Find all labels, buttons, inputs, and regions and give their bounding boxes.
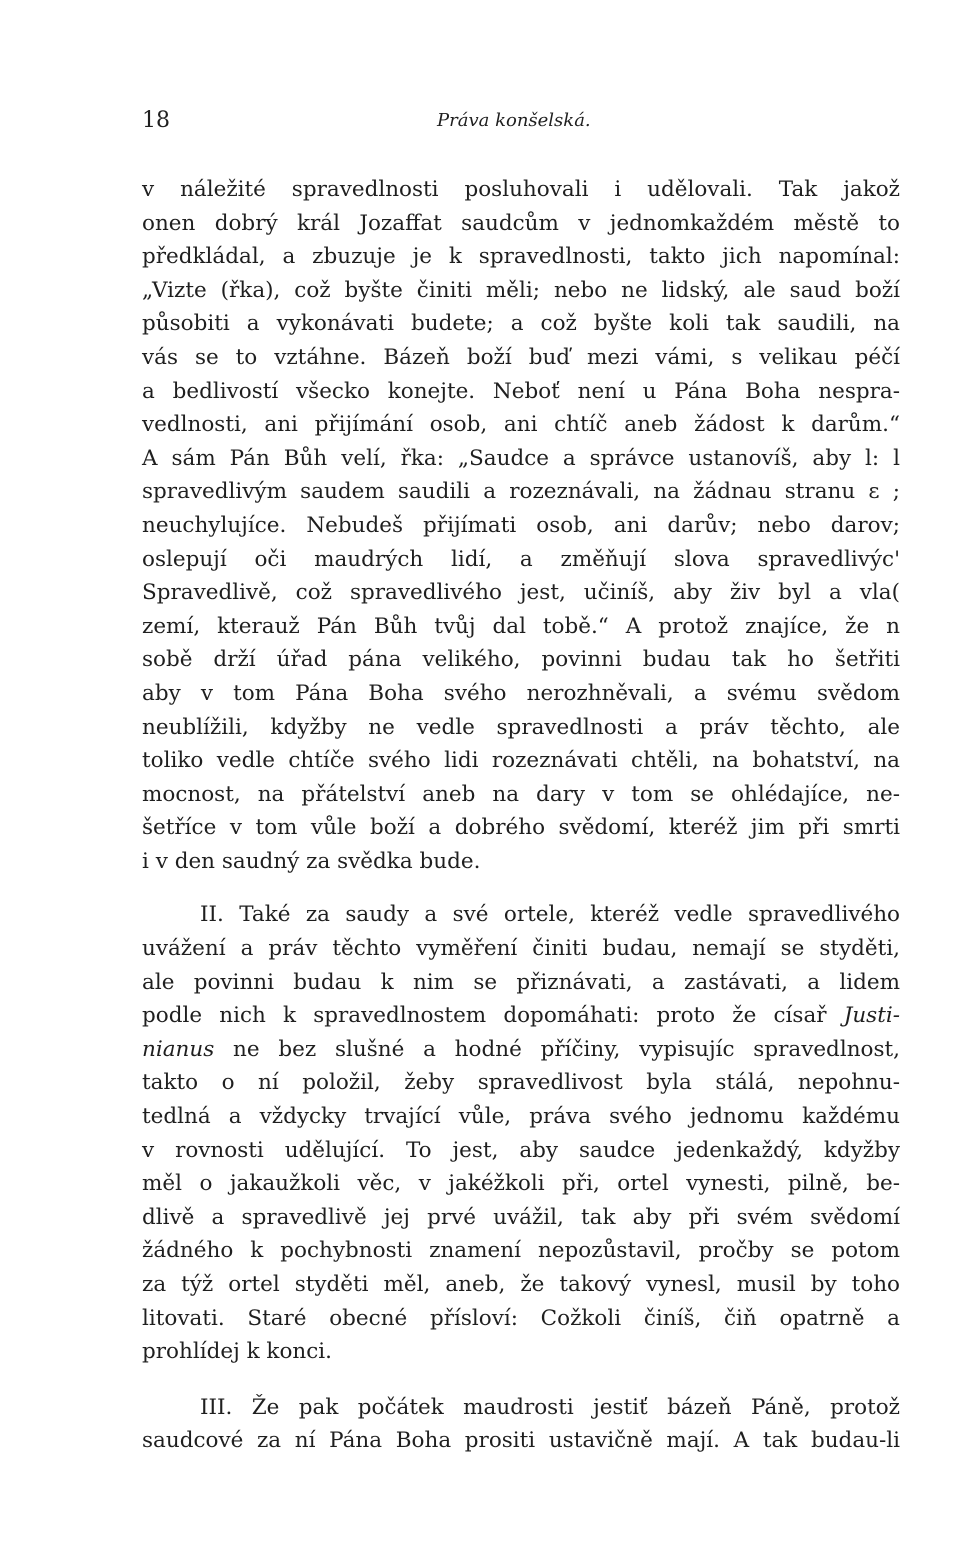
text-line: v náležité spravedlnosti posluhovali i udělovali. Tak jakož <box>142 177 900 202</box>
italic-name: Justi- <box>843 1003 900 1029</box>
running-head: Práva konšelská. <box>437 110 591 131</box>
text-line: oslepují oči maudrých lidí, a změňují slova spravedlivýc' <box>142 546 900 572</box>
text-line <box>142 1033 900 1067</box>
text-line: tedlná a vždycky trvající vůle, práva svého jednomu každému <box>142 1104 900 1130</box>
text-line <box>142 999 900 1033</box>
text-line: žádného k pochybnosti znamení nepozůstavil, pročby se potom <box>142 1238 900 1264</box>
text-line: takto o ní položil, žeby spravedlivost byla stálá, nepohnu- <box>142 1070 900 1096</box>
text-line: působiti a vykonávati budete; a což byšte koli tak saudili, na <box>142 311 900 337</box>
paragraph-gap <box>142 1369 900 1391</box>
text-line: a bedlivostí všecko konejte. Neboť není u Pána Boha nespra- <box>142 378 900 404</box>
text-line: A sám Pán Bůh velí, řka: „Saudce a správce ustanovíš, aby l: l <box>142 445 900 471</box>
text-line: saudcové za ní Pána Boha prositi ustavičně mají. A tak budau-li <box>142 1428 900 1454</box>
text-line: toliko vedle chtíče svého lidi rozeznávati chtěli, na bohatství, na <box>142 748 900 774</box>
text-line: ale povinni budau k nim se přiznávati, a zastávati, a lidem <box>142 969 900 995</box>
text-line: šetříce v tom vůle boží a dobrého svědomí, kteréž jim při smrti <box>142 815 900 841</box>
page-header <box>142 106 900 140</box>
text-line: zemí, kterauž Pán Bůh tvůj dal tobě.“ A protož znajíce, že n <box>142 613 900 639</box>
text-line: i v den saudný za svědka bude. <box>142 848 481 874</box>
text-line: v rovnosti udělující. To jest, aby saudce jedenkaždý, kdyžby <box>142 1137 900 1163</box>
italic-name: nianus <box>142 1036 215 1062</box>
text-line: sobě drží úřad pána velikého, povinni budau tak ho šetřiti <box>142 647 900 673</box>
page-number: 18 <box>142 108 170 133</box>
text-line: neuchylujíce. Nebudeš přijímati osob, ani darův; nebo darov; <box>142 512 900 538</box>
text-line: onen dobrý král Jozaffat saudcům v jednomkaždém městě to <box>142 210 900 236</box>
text-line: spravedlivým saudem saudili a rozeznávali, na žádnau stranu ε ; <box>142 479 900 505</box>
text-line: dlivě a spravedlivě jej prvé uvážil, tak aby při svém svědomí <box>142 1204 900 1230</box>
text-run: ne bez slušné a hodné příčiny, vypisujíc spravedlnost, <box>214 1036 900 1062</box>
text-line: uvážení a práv těchto vyměření činiti budau, nemají se styděti, <box>142 936 900 962</box>
text-run: podle nich k spravedlnostem dopomáhati: proto že císař <box>142 1003 844 1029</box>
body-text <box>142 173 900 1458</box>
text-line: neublížili, kdyžby ne vedle spravedlnosti a práv těchto, ale <box>142 714 900 740</box>
text-line: Spravedlivě, což spravedlivého jest, učiníš, aby živ byl a vla( <box>142 580 900 606</box>
text-line: aby v tom Pána Boha svého nerozhněvali, a svému svědom <box>142 680 900 706</box>
paragraph-gap <box>142 878 900 898</box>
text-line: prohlídej k konci. <box>142 1339 333 1365</box>
text-line: vás se to vztáhne. Bázeň boží buď mezi vámi, s velikau péčí <box>142 344 900 370</box>
text-line: měl o jakaužkoli věc, v jakéžkoli při, ortel vynesti, pilně, be- <box>142 1171 900 1197</box>
paragraph-3 <box>142 1391 900 1458</box>
paragraph-2 <box>142 898 900 1368</box>
text-line: vedlnosti, ani přijímání osob, ani chtíč aneb žádost k darům.“ <box>142 412 900 438</box>
text-line: „Vizte (řka), což byšte činiti měli; nebo ne lidský, ale saud boží <box>142 277 900 303</box>
text-line: III. Že pak počátek maudrosti jestiť bázeň Páně, protož <box>200 1394 900 1420</box>
text-line: litovati. Staré obecné přísloví: Cožkoli činíš, čiň opatrně a <box>142 1305 900 1331</box>
paragraph-1 <box>142 173 900 878</box>
text-line: za týž ortel styděti měl, aneb, že takový vynesl, musil by toho <box>142 1272 900 1297</box>
text-line: II. Také za saudy a své ortele, kteréž vedle spravedlivého <box>200 902 900 928</box>
text-line: mocnost, na přátelství aneb na dary v tom se ohlédajíce, ne- <box>142 781 900 807</box>
text-line: předkládal, a zbuzuje je k spravedlnosti, takto jich napomínal: <box>142 244 900 270</box>
